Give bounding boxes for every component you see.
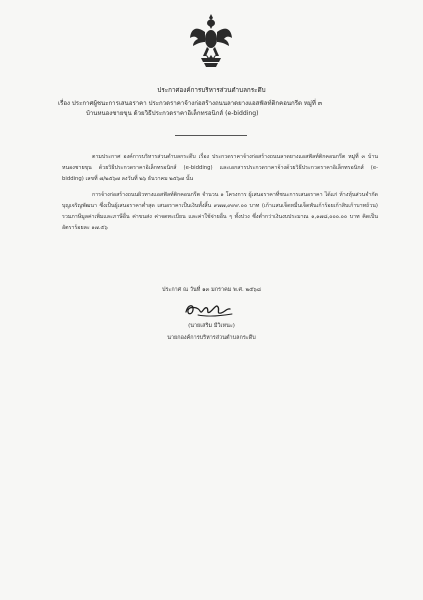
- subject-line-1: เรื่อง ประกาศผู้ชนะการเสนอราคา ประกวดราคาจ้างก่อสร้างถนนลาดยางแอสฟัลท์ติกคอนกรีต หมู่ที่ ๓: [58, 100, 323, 107]
- subject-line-2: บ้านหนองชายขุน ด้วยวิธีประกวดราคาอิเล็กทรอนิกส์ (e-bidding): [86, 110, 259, 117]
- document-title: ประกาศองค์การบริหารส่วนตำบลกระดึบ: [157, 87, 266, 94]
- document-body: [62, 152, 378, 238]
- body-paragraph-1: ตามประกาศ องค์การบริหารส่วนตำบลกระดึบ เรื่อง ประกวดราคาจ้างก่อสร้างถนนลาดยางแอสฟัลท์ติกคอนกรีต หมู่ที่ ๓ บ้านหนองชายขุน ด้วยวิธีประกวดราคาอิเล็กทรอนิกส์ (e-bidding) และเอกสารประกวดราคาจ้างด้วยวิธีประกวดราคาอิเล็กทรอนิกส์ (e-bidding) เลขที่ ๗/๒๕๖๗ ลงวันที่ ๒๖ ธันวาคม ๒๕๖๗ นั้น: [62, 154, 378, 183]
- garuda-emblem-icon: [189, 12, 233, 70]
- signature-mark: [180, 298, 236, 320]
- announcement-date: ประกาศ ณ วันที่ ๑๓ มกราคม พ.ศ. ๒๕๖๘: [161, 287, 262, 293]
- title-divider: [175, 135, 247, 136]
- signer-name: (นายเสริม มีวิเหนะ): [188, 323, 235, 329]
- body-paragraph-2: การจ้างก่อสร้างถนนผิวทางแอสฟัลท์ติกคอนกรีต จำนวน ๑ โครงการ ผู้เสนอราคาที่ชนะการเสนอราคา ได้แก่ ห้างหุ้นส่วนจำกัด บุญเจริญพัฒนา ซึ่งเป็นผู้เสนอราคาต่ำสุด เสนอราคาเป็นเงินทั้งสิ้น ๙๗๗,๙๙๙.๐๐ บาท (เก้าแสนเจ็ดหมื่นเจ็ดพันเก้าร้อยเก้าสิบเก้าบาทถ้วน) รวมภาษีมูลค่าเพิ่มและภาษีอื่น ค่าขนส่ง ค่าจดทะเบียน และค่าใช้จ่ายอื่น ๆ ทั้งปวง ซึ่งต่ำกว่าเงินงบประมาณ ๑,๑๗๘,๐๐๐.๐๐ บาท คิดเป็นอัตราร้อยละ ๑๗.๕๖: [62, 191, 378, 232]
- signer-position: นายกองค์การบริหารส่วนตำบลกระดึบ: [167, 335, 256, 341]
- document-subject: [58, 99, 376, 119]
